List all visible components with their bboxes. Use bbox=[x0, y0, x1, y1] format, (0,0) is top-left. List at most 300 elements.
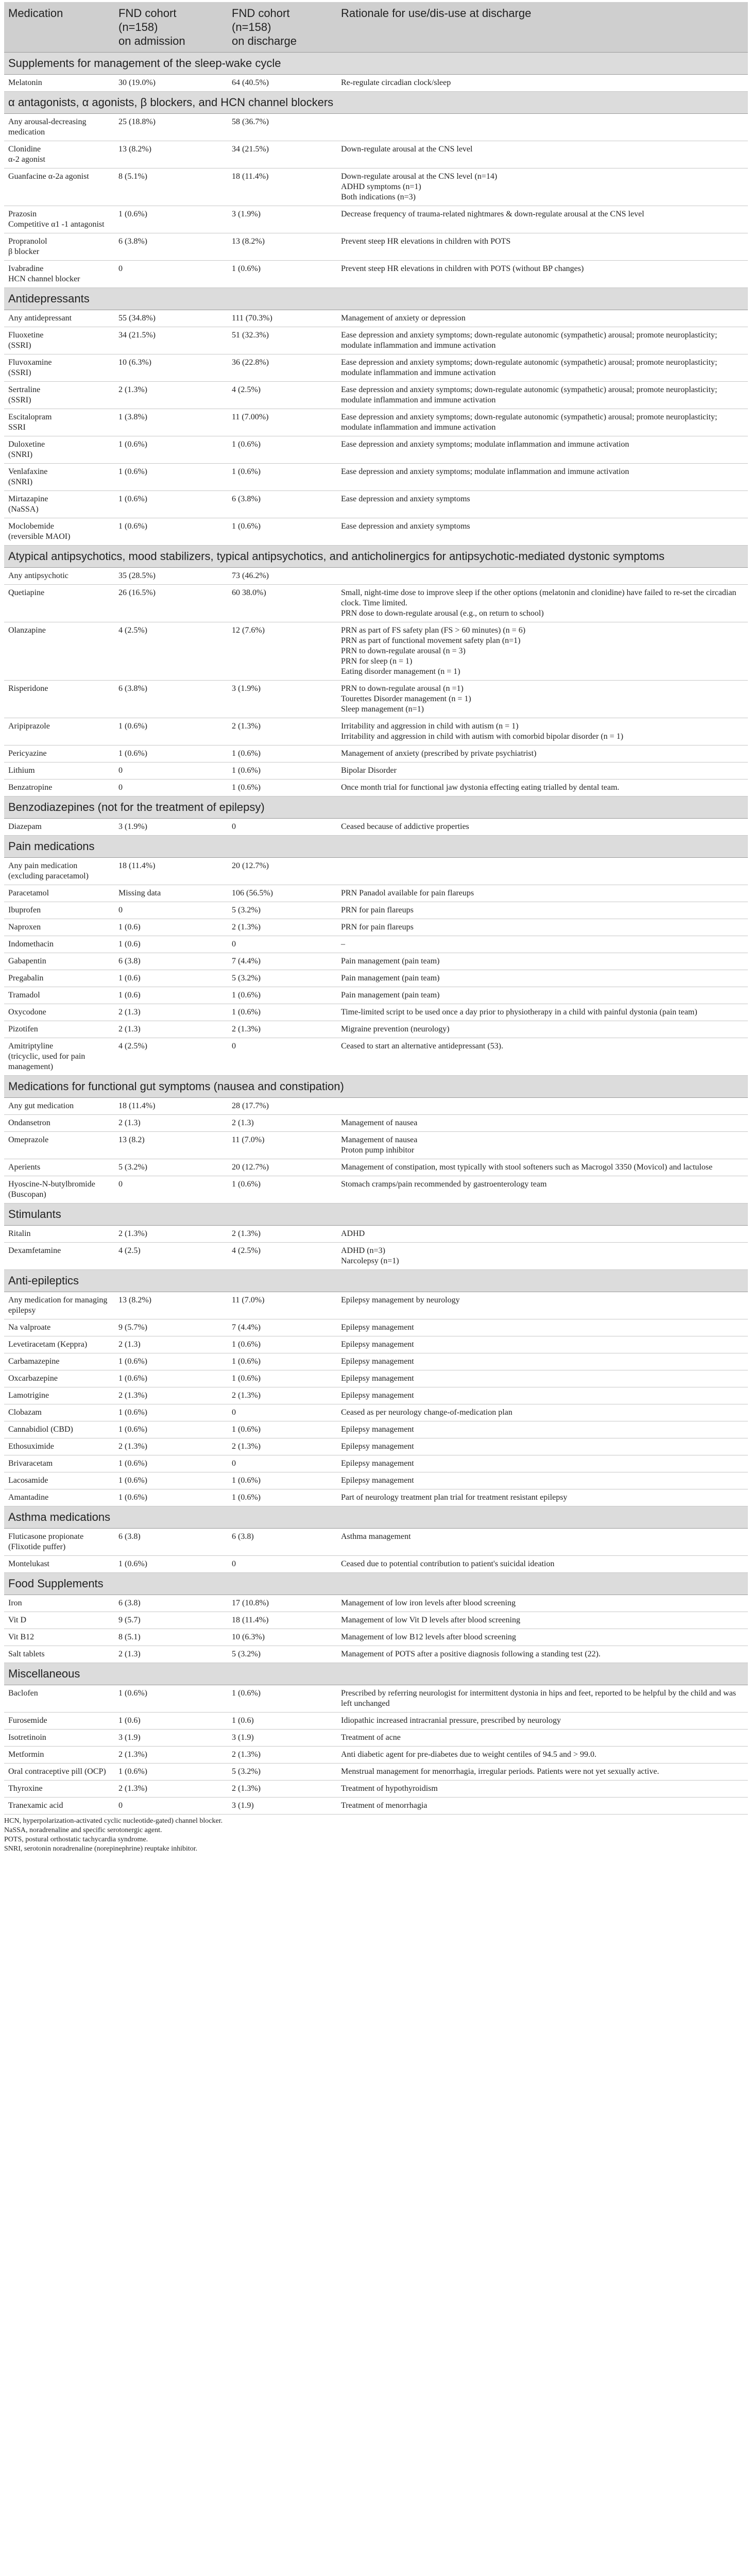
table-row bbox=[4, 1159, 748, 1176]
table-row bbox=[4, 491, 748, 518]
footnote: SNRI, serotonin noradrenaline (norepinephrine) reuptake inhibitor. bbox=[4, 1845, 198, 1853]
rationale-cell: Small, night-time dose to improve sleep if the other options (melatonin and clonidine) have failed to re-set the circadian clock. Time limited. PRN dose to down-regulate arousal (e.g., on return to school) bbox=[337, 585, 748, 622]
discharge-cell: 0 bbox=[228, 936, 337, 953]
table-row bbox=[4, 261, 748, 288]
section-header-row bbox=[4, 546, 748, 568]
table-row bbox=[4, 141, 748, 168]
rationale-cell bbox=[337, 1098, 748, 1115]
table-row bbox=[4, 114, 748, 141]
discharge-cell: 1 (0.6%) bbox=[228, 436, 337, 464]
rationale-cell: Epilepsy management bbox=[337, 1319, 748, 1336]
section-title: Medications for functional gut symptoms (nausea and constipation) bbox=[4, 1076, 748, 1098]
admission-cell: 9 (5.7%) bbox=[114, 1319, 228, 1336]
discharge-cell: 1 (0.6%) bbox=[228, 261, 337, 288]
footnote: POTS, postural orthostatic tachycardia syndrome. bbox=[4, 1836, 148, 1843]
medication-cell: Baclofen bbox=[4, 1685, 114, 1713]
rationale-cell: Ease depression and anxiety symptoms; down-regulate autonomic (sympathetic) arousal; promote neuroplasticity; modulate inflammation and immune activation bbox=[337, 382, 748, 409]
table-row bbox=[4, 436, 748, 464]
table-row bbox=[4, 1489, 748, 1506]
admission-cell: 1 (0.6%) bbox=[114, 1353, 228, 1370]
table-row bbox=[4, 1438, 748, 1455]
discharge-cell: 0 bbox=[228, 1455, 337, 1472]
medication-cell: Furosemide bbox=[4, 1713, 114, 1730]
section-header-row bbox=[4, 1506, 748, 1529]
medication-cell: Iron bbox=[4, 1595, 114, 1612]
medication-cell: Oral contraceptive pill (OCP) bbox=[4, 1764, 114, 1781]
medication-cell: Naproxen bbox=[4, 919, 114, 936]
admission-cell: 0 bbox=[114, 1798, 228, 1815]
table-row bbox=[4, 1004, 748, 1021]
medication-cell: Clobazam bbox=[4, 1404, 114, 1421]
admission-cell: 1 (0.6%) bbox=[114, 745, 228, 762]
admission-cell: 1 (0.6%) bbox=[114, 1370, 228, 1387]
discharge-cell: 111 (70.3%) bbox=[228, 310, 337, 327]
discharge-cell: 4 (2.5%) bbox=[228, 382, 337, 409]
section-header-row bbox=[4, 288, 748, 310]
rationale-cell: PRN Panadol available for pain flareups bbox=[337, 885, 748, 902]
rationale-cell: Down-regulate arousal at the CNS level bbox=[337, 141, 748, 168]
discharge-cell: 12 (7.6%) bbox=[228, 622, 337, 681]
medication-cell: Hyoscine-N-butylbromide (Buscopan) bbox=[4, 1176, 114, 1204]
table-row bbox=[4, 1646, 748, 1663]
header-discharge: FND cohort (n=158) on discharge bbox=[228, 2, 337, 53]
admission-cell: 1 (0.6%) bbox=[114, 1455, 228, 1472]
medication-cell: Benzatropine bbox=[4, 779, 114, 796]
table-row bbox=[4, 1336, 748, 1353]
medication-table-container bbox=[4, 2, 748, 1854]
admission-cell: 18 (11.4%) bbox=[114, 1098, 228, 1115]
rationale-cell: Epilepsy management bbox=[337, 1472, 748, 1489]
medication-cell: Pizotifen bbox=[4, 1021, 114, 1038]
section-title: Food Supplements bbox=[4, 1573, 748, 1595]
medication-cell: Pregabalin bbox=[4, 970, 114, 987]
table-row bbox=[4, 382, 748, 409]
discharge-cell: 106 (56.5%) bbox=[228, 885, 337, 902]
rationale-cell: PRN to down-regulate arousal (n =1) Tourettes Disorder management (n = 1) Sleep management (n=1) bbox=[337, 681, 748, 718]
rationale-cell: Ease depression and anxiety symptoms; modulate inflammation and immune activation bbox=[337, 436, 748, 464]
rationale-cell: Management of nausea bbox=[337, 1115, 748, 1132]
medication-cell: Omeprazole bbox=[4, 1132, 114, 1159]
table-row bbox=[4, 1472, 748, 1489]
rationale-cell: Decrease frequency of trauma-related nightmares & down-regulate arousal at the CNS level bbox=[337, 206, 748, 233]
section-header-row bbox=[4, 92, 748, 114]
table-row bbox=[4, 885, 748, 902]
admission-cell: 1 (0.6%) bbox=[114, 1472, 228, 1489]
medication-cell: Lithium bbox=[4, 762, 114, 779]
medication-cell: Olanzapine bbox=[4, 622, 114, 681]
admission-cell: 2 (1.3) bbox=[114, 1646, 228, 1663]
medication-cell: Amitriptyline (tricyclic, used for pain management) bbox=[4, 1038, 114, 1076]
section-header-row bbox=[4, 1270, 748, 1292]
header-row bbox=[4, 2, 748, 53]
discharge-cell: 4 (2.5%) bbox=[228, 1243, 337, 1270]
rationale-cell: Management of nausea Proton pump inhibitor bbox=[337, 1132, 748, 1159]
medication-cell: Pericyazine bbox=[4, 745, 114, 762]
admission-cell: 1 (0.6%) bbox=[114, 1764, 228, 1781]
discharge-cell: 11 (7.00%) bbox=[228, 409, 337, 436]
table-row bbox=[4, 1115, 748, 1132]
table-row bbox=[4, 1319, 748, 1336]
header-admission: FND cohort (n=158) on admission bbox=[114, 2, 228, 53]
admission-cell: 6 (3.8%) bbox=[114, 681, 228, 718]
admission-cell: 1 (0.6) bbox=[114, 936, 228, 953]
admission-cell: 4 (2.5) bbox=[114, 1243, 228, 1270]
medication-cell: Salt tablets bbox=[4, 1646, 114, 1663]
admission-cell: 2 (1.3%) bbox=[114, 1387, 228, 1404]
medication-cell: Moclobemide (reversible MAOI) bbox=[4, 518, 114, 546]
footnote: NaSSA, noradrenaline and specific serotonergic agent. bbox=[4, 1826, 162, 1834]
discharge-cell: 10 (6.3%) bbox=[228, 1629, 337, 1646]
medication-cell: Melatonin bbox=[4, 75, 114, 92]
admission-cell: 5 (3.2%) bbox=[114, 1159, 228, 1176]
table-row bbox=[4, 1176, 748, 1204]
discharge-cell: 5 (3.2%) bbox=[228, 1646, 337, 1663]
rationale-cell: Irritability and aggression in child with autism (n = 1) Irritability and aggression in child with autism with comorbid bipolar disorder (n = 1) bbox=[337, 718, 748, 745]
table-row bbox=[4, 1747, 748, 1764]
discharge-cell: 2 (1.3%) bbox=[228, 1021, 337, 1038]
rationale-cell: PRN as part of FS safety plan (FS > 60 minutes) (n = 6) PRN as part of functional movement safety plan (n=1) PRN to down-regulate arousal (n = 3) PRN for sleep (n = 1) Eating disorder management (n = 1) bbox=[337, 622, 748, 681]
rationale-cell: Management of anxiety or depression bbox=[337, 310, 748, 327]
table-row bbox=[4, 1595, 748, 1612]
admission-cell: 2 (1.3%) bbox=[114, 1781, 228, 1798]
medication-cell: Clonidine α-2 agonist bbox=[4, 141, 114, 168]
discharge-cell: 1 (0.6%) bbox=[228, 987, 337, 1004]
section-header-row bbox=[4, 1663, 748, 1685]
table-row bbox=[4, 622, 748, 681]
table-row bbox=[4, 718, 748, 745]
medication-cell: Na valproate bbox=[4, 1319, 114, 1336]
discharge-cell: 1 (0.6%) bbox=[228, 1336, 337, 1353]
table-row bbox=[4, 464, 748, 491]
section-header-row bbox=[4, 836, 748, 858]
medication-cell: Venlafaxine (SNRI) bbox=[4, 464, 114, 491]
admission-cell: 2 (1.3%) bbox=[114, 1747, 228, 1764]
footnote: HCN, hyperpolarization-activated cyclic nucleotide-gated) channel blocker. bbox=[4, 1817, 223, 1825]
medication-cell: Fluvoxamine (SSRI) bbox=[4, 354, 114, 382]
discharge-cell: 1 (0.6%) bbox=[228, 745, 337, 762]
table-row bbox=[4, 1685, 748, 1713]
table-row bbox=[4, 75, 748, 92]
table-row bbox=[4, 681, 748, 718]
rationale-cell: Epilepsy management by neurology bbox=[337, 1292, 748, 1319]
medication-cell: Montelukast bbox=[4, 1556, 114, 1573]
table-row bbox=[4, 1781, 748, 1798]
section-header-row bbox=[4, 1573, 748, 1595]
discharge-cell: 2 (1.3%) bbox=[228, 718, 337, 745]
table-row bbox=[4, 518, 748, 546]
admission-cell: 35 (28.5%) bbox=[114, 568, 228, 585]
admission-cell: 1 (0.6%) bbox=[114, 718, 228, 745]
medication-cell: Any antipsychotic bbox=[4, 568, 114, 585]
rationale-cell: Anti diabetic agent for pre-diabetes due to weight centiles of 94.5 and > 99.0. bbox=[337, 1747, 748, 1764]
rationale-cell: Ease depression and anxiety symptoms bbox=[337, 491, 748, 518]
medication-cell: Ibuprofen bbox=[4, 902, 114, 919]
table-row bbox=[4, 168, 748, 206]
medication-cell: Duloxetine (SNRI) bbox=[4, 436, 114, 464]
medication-cell: Aperients bbox=[4, 1159, 114, 1176]
medication-cell: Any antidepressant bbox=[4, 310, 114, 327]
discharge-cell: 5 (3.2%) bbox=[228, 1764, 337, 1781]
table-row bbox=[4, 1730, 748, 1747]
rationale-cell: Management of constipation, most typically with stool softeners such as Macrogol 3350 (Movicol) and lactulose bbox=[337, 1159, 748, 1176]
discharge-cell: 51 (32.3%) bbox=[228, 327, 337, 354]
table-row bbox=[4, 1764, 748, 1781]
discharge-cell: 1 (0.6%) bbox=[228, 1421, 337, 1438]
table-row bbox=[4, 762, 748, 779]
medication-cell: Any medication for managing epilepsy bbox=[4, 1292, 114, 1319]
section-title: Asthma medications bbox=[4, 1506, 748, 1529]
rationale-cell: Ceased because of addictive properties bbox=[337, 819, 748, 836]
admission-cell: 13 (8.2%) bbox=[114, 141, 228, 168]
rationale-cell bbox=[337, 568, 748, 585]
rationale-cell: Prevent steep HR elevations in children with POTS (without BP changes) bbox=[337, 261, 748, 288]
discharge-cell: 2 (1.3%) bbox=[228, 1226, 337, 1243]
discharge-cell: 1 (0.6) bbox=[228, 1713, 337, 1730]
rationale-cell: Once month trial for functional jaw dystonia effecting eating trialled by dental team. bbox=[337, 779, 748, 796]
admission-cell: 1 (0.6) bbox=[114, 987, 228, 1004]
section-header-row bbox=[4, 1076, 748, 1098]
discharge-cell: 20 (12.7%) bbox=[228, 858, 337, 885]
admission-cell: 13 (8.2%) bbox=[114, 1292, 228, 1319]
admission-cell: 2 (1.3%) bbox=[114, 1226, 228, 1243]
admission-cell: 2 (1.3%) bbox=[114, 382, 228, 409]
medication-cell: Sertraline (SSRI) bbox=[4, 382, 114, 409]
rationale-cell: Treatment of hypothyroidism bbox=[337, 1781, 748, 1798]
rationale-cell: Ease depression and anxiety symptoms; down-regulate autonomic (sympathetic) arousal; promote neuroplasticity; modulate inflammation and immune activation bbox=[337, 327, 748, 354]
discharge-cell: 2 (1.3%) bbox=[228, 1438, 337, 1455]
medication-cell: Diazepam bbox=[4, 819, 114, 836]
admission-cell: 18 (11.4%) bbox=[114, 858, 228, 885]
discharge-cell: 18 (11.4%) bbox=[228, 1612, 337, 1629]
table-row bbox=[4, 919, 748, 936]
admission-cell: 1 (0.6%) bbox=[114, 436, 228, 464]
table-row bbox=[4, 568, 748, 585]
medication-cell: Oxcarbazepine bbox=[4, 1370, 114, 1387]
rationale-cell: Part of neurology treatment plan trial for treatment resistant epilepsy bbox=[337, 1489, 748, 1506]
rationale-cell: Epilepsy management bbox=[337, 1353, 748, 1370]
medication-cell: Lacosamide bbox=[4, 1472, 114, 1489]
rationale-cell: Prescribed by referring neurologist for intermittent dystonia in hips and feet, reported to be helpful by the child and was left unchanged bbox=[337, 1685, 748, 1713]
discharge-cell: 0 bbox=[228, 1038, 337, 1076]
medication-cell: Cannabidiol (CBD) bbox=[4, 1421, 114, 1438]
rationale-cell: Prevent steep HR elevations in children with POTS bbox=[337, 233, 748, 261]
medication-cell: Carbamazepine bbox=[4, 1353, 114, 1370]
admission-cell: 1 (0.6%) bbox=[114, 206, 228, 233]
discharge-cell: 64 (40.5%) bbox=[228, 75, 337, 92]
section-title: Stimulants bbox=[4, 1204, 748, 1226]
discharge-cell: 3 (1.9%) bbox=[228, 206, 337, 233]
rationale-cell: Epilepsy management bbox=[337, 1370, 748, 1387]
table-row bbox=[4, 987, 748, 1004]
admission-cell: 0 bbox=[114, 762, 228, 779]
table-row bbox=[4, 1370, 748, 1387]
discharge-cell: 2 (1.3%) bbox=[228, 1747, 337, 1764]
table-row bbox=[4, 819, 748, 836]
discharge-cell: 28 (17.7%) bbox=[228, 1098, 337, 1115]
section-header-row bbox=[4, 53, 748, 75]
section-title: Anti-epileptics bbox=[4, 1270, 748, 1292]
admission-cell: 3 (1.9) bbox=[114, 1730, 228, 1747]
rationale-cell bbox=[337, 114, 748, 141]
rationale-cell: PRN for pain flareups bbox=[337, 919, 748, 936]
admission-cell: 6 (3.8) bbox=[114, 953, 228, 970]
medication-cell: Escitalopram SSRI bbox=[4, 409, 114, 436]
rationale-cell: Ease depression and anxiety symptoms bbox=[337, 518, 748, 546]
table-row bbox=[4, 409, 748, 436]
rationale-cell: Idiopathic increased intracranial pressure, prescribed by neurology bbox=[337, 1713, 748, 1730]
medication-cell: Vit B12 bbox=[4, 1629, 114, 1646]
medication-cell: Mirtazapine (NaSSA) bbox=[4, 491, 114, 518]
admission-cell: 10 (6.3%) bbox=[114, 354, 228, 382]
medication-cell: Any gut medication bbox=[4, 1098, 114, 1115]
section-header-row bbox=[4, 1204, 748, 1226]
discharge-cell: 17 (10.8%) bbox=[228, 1595, 337, 1612]
discharge-cell: 1 (0.6%) bbox=[228, 1004, 337, 1021]
rationale-cell: PRN for pain flareups bbox=[337, 902, 748, 919]
admission-cell: 2 (1.3%) bbox=[114, 1438, 228, 1455]
table-row bbox=[4, 1556, 748, 1573]
admission-cell: 8 (5.1) bbox=[114, 1629, 228, 1646]
table-row bbox=[4, 1455, 748, 1472]
table-row bbox=[4, 779, 748, 796]
discharge-cell: 2 (1.3%) bbox=[228, 1387, 337, 1404]
table-row bbox=[4, 354, 748, 382]
discharge-cell: 1 (0.6%) bbox=[228, 779, 337, 796]
discharge-cell: 73 (46.2%) bbox=[228, 568, 337, 585]
admission-cell: 0 bbox=[114, 261, 228, 288]
rationale-cell: Asthma management bbox=[337, 1529, 748, 1556]
rationale-cell: Ease depression and anxiety symptoms; modulate inflammation and immune activation bbox=[337, 464, 748, 491]
medication-cell: Levetiracetam (Keppra) bbox=[4, 1336, 114, 1353]
discharge-cell: 1 (0.6%) bbox=[228, 1685, 337, 1713]
rationale-cell: Menstrual management for menorrhagia, irregular periods. Patients were not yet sexually active. bbox=[337, 1764, 748, 1781]
discharge-cell: 1 (0.6%) bbox=[228, 1472, 337, 1489]
admission-cell: 1 (3.8%) bbox=[114, 409, 228, 436]
discharge-cell: 1 (0.6%) bbox=[228, 518, 337, 546]
admission-cell: 2 (1.3) bbox=[114, 1004, 228, 1021]
table-row bbox=[4, 1353, 748, 1370]
rationale-cell: Management of low Vit D levels after blood screening bbox=[337, 1612, 748, 1629]
discharge-cell: 2 (1.3%) bbox=[228, 1781, 337, 1798]
admission-cell: 1 (0.6%) bbox=[114, 464, 228, 491]
discharge-cell: 1 (0.6%) bbox=[228, 464, 337, 491]
table-row bbox=[4, 310, 748, 327]
admission-cell: 1 (0.6%) bbox=[114, 1489, 228, 1506]
medication-cell: Any pain medication (excluding paracetamol) bbox=[4, 858, 114, 885]
discharge-cell: 0 bbox=[228, 819, 337, 836]
discharge-cell: 3 (1.9) bbox=[228, 1730, 337, 1747]
discharge-cell: 18 (11.4%) bbox=[228, 168, 337, 206]
admission-cell: 6 (3.8) bbox=[114, 1595, 228, 1612]
table-row bbox=[4, 1387, 748, 1404]
medication-cell: Metformin bbox=[4, 1747, 114, 1764]
table-row bbox=[4, 970, 748, 987]
rationale-cell: Ease depression and anxiety symptoms; down-regulate autonomic (sympathetic) arousal; promote neuroplasticity; modulate inflammation and immune activation bbox=[337, 409, 748, 436]
medication-cell: Guanfacine α-2a agonist bbox=[4, 168, 114, 206]
section-title: Antidepressants bbox=[4, 288, 748, 310]
discharge-cell: 3 (1.9) bbox=[228, 1798, 337, 1815]
discharge-cell: 6 (3.8%) bbox=[228, 491, 337, 518]
admission-cell: 26 (16.5%) bbox=[114, 585, 228, 622]
table-row bbox=[4, 1404, 748, 1421]
medication-cell: Ethosuximide bbox=[4, 1438, 114, 1455]
discharge-cell: 58 (36.7%) bbox=[228, 114, 337, 141]
rationale-cell: Pain management (pain team) bbox=[337, 970, 748, 987]
table-row bbox=[4, 1226, 748, 1243]
admission-cell: 25 (18.8%) bbox=[114, 114, 228, 141]
discharge-cell: 5 (3.2%) bbox=[228, 970, 337, 987]
medication-cell: Propranolol β blocker bbox=[4, 233, 114, 261]
admission-cell: 1 (0.6%) bbox=[114, 491, 228, 518]
medication-cell: Brivaracetam bbox=[4, 1455, 114, 1472]
table-row bbox=[4, 1798, 748, 1815]
rationale-cell: Time-limited script to be used once a day prior to physiotherapy in a child with painful dystonia (pain team) bbox=[337, 1004, 748, 1021]
admission-cell: 6 (3.8%) bbox=[114, 233, 228, 261]
rationale-cell: Epilepsy management bbox=[337, 1336, 748, 1353]
rationale-cell: – bbox=[337, 936, 748, 953]
medication-cell: Thyroxine bbox=[4, 1781, 114, 1798]
rationale-cell: Pain management (pain team) bbox=[337, 987, 748, 1004]
admission-cell: 3 (1.9%) bbox=[114, 819, 228, 836]
table-row bbox=[4, 585, 748, 622]
discharge-cell: 1 (0.6%) bbox=[228, 1370, 337, 1387]
section-title: Miscellaneous bbox=[4, 1663, 748, 1685]
discharge-cell: 1 (0.6%) bbox=[228, 1353, 337, 1370]
admission-cell: 1 (0.6%) bbox=[114, 1404, 228, 1421]
rationale-cell: Migraine prevention (neurology) bbox=[337, 1021, 748, 1038]
table-row bbox=[4, 1132, 748, 1159]
admission-cell: 2 (1.3) bbox=[114, 1115, 228, 1132]
admission-cell: 4 (2.5%) bbox=[114, 1038, 228, 1076]
admission-cell: 1 (0.6) bbox=[114, 1713, 228, 1730]
discharge-cell: 1 (0.6%) bbox=[228, 762, 337, 779]
discharge-cell: 6 (3.8) bbox=[228, 1529, 337, 1556]
rationale-cell: Epilepsy management bbox=[337, 1438, 748, 1455]
admission-cell: 13 (8.2) bbox=[114, 1132, 228, 1159]
table-row bbox=[4, 1098, 748, 1115]
admission-cell: 8 (5.1%) bbox=[114, 168, 228, 206]
admission-cell: 55 (34.8%) bbox=[114, 310, 228, 327]
rationale-cell: Epilepsy management bbox=[337, 1455, 748, 1472]
section-title: Atypical antipsychotics, mood stabilizers, typical antipsychotics, and anticholinergics for antipsychotic-mediated dystonic symptoms bbox=[4, 546, 748, 568]
medication-cell: Paracetamol bbox=[4, 885, 114, 902]
medication-cell: Fluticasone propionate (Flixotide puffer) bbox=[4, 1529, 114, 1556]
medication-cell: Quetiapine bbox=[4, 585, 114, 622]
rationale-cell: Treatment of acne bbox=[337, 1730, 748, 1747]
table-row bbox=[4, 327, 748, 354]
discharge-cell: 1 (0.6%) bbox=[228, 1176, 337, 1204]
medication-cell: Amantadine bbox=[4, 1489, 114, 1506]
rationale-cell: Management of low iron levels after blood screening bbox=[337, 1595, 748, 1612]
rationale-cell: Bipolar Disorder bbox=[337, 762, 748, 779]
admission-cell: 0 bbox=[114, 902, 228, 919]
medication-cell: Tranexamic acid bbox=[4, 1798, 114, 1815]
table-row bbox=[4, 745, 748, 762]
rationale-cell: Management of POTS after a positive diagnosis following a standing test (22). bbox=[337, 1646, 748, 1663]
medication-cell: Aripiprazole bbox=[4, 718, 114, 745]
discharge-cell: 2 (1.3) bbox=[228, 1115, 337, 1132]
header-rationale: Rationale for use/dis-use at discharge bbox=[337, 2, 748, 53]
medication-cell: Any arousal-decreasing medication bbox=[4, 114, 114, 141]
admission-cell: 4 (2.5%) bbox=[114, 622, 228, 681]
section-header-row bbox=[4, 796, 748, 819]
admission-cell: 0 bbox=[114, 779, 228, 796]
rationale-cell: ADHD bbox=[337, 1226, 748, 1243]
rationale-cell: ADHD (n=3) Narcolepsy (n=1) bbox=[337, 1243, 748, 1270]
discharge-cell: 7 (4.4%) bbox=[228, 1319, 337, 1336]
rationale-cell: Ceased due to potential contribution to patient's suicidal ideation bbox=[337, 1556, 748, 1573]
admission-cell: 1 (0.6) bbox=[114, 970, 228, 987]
